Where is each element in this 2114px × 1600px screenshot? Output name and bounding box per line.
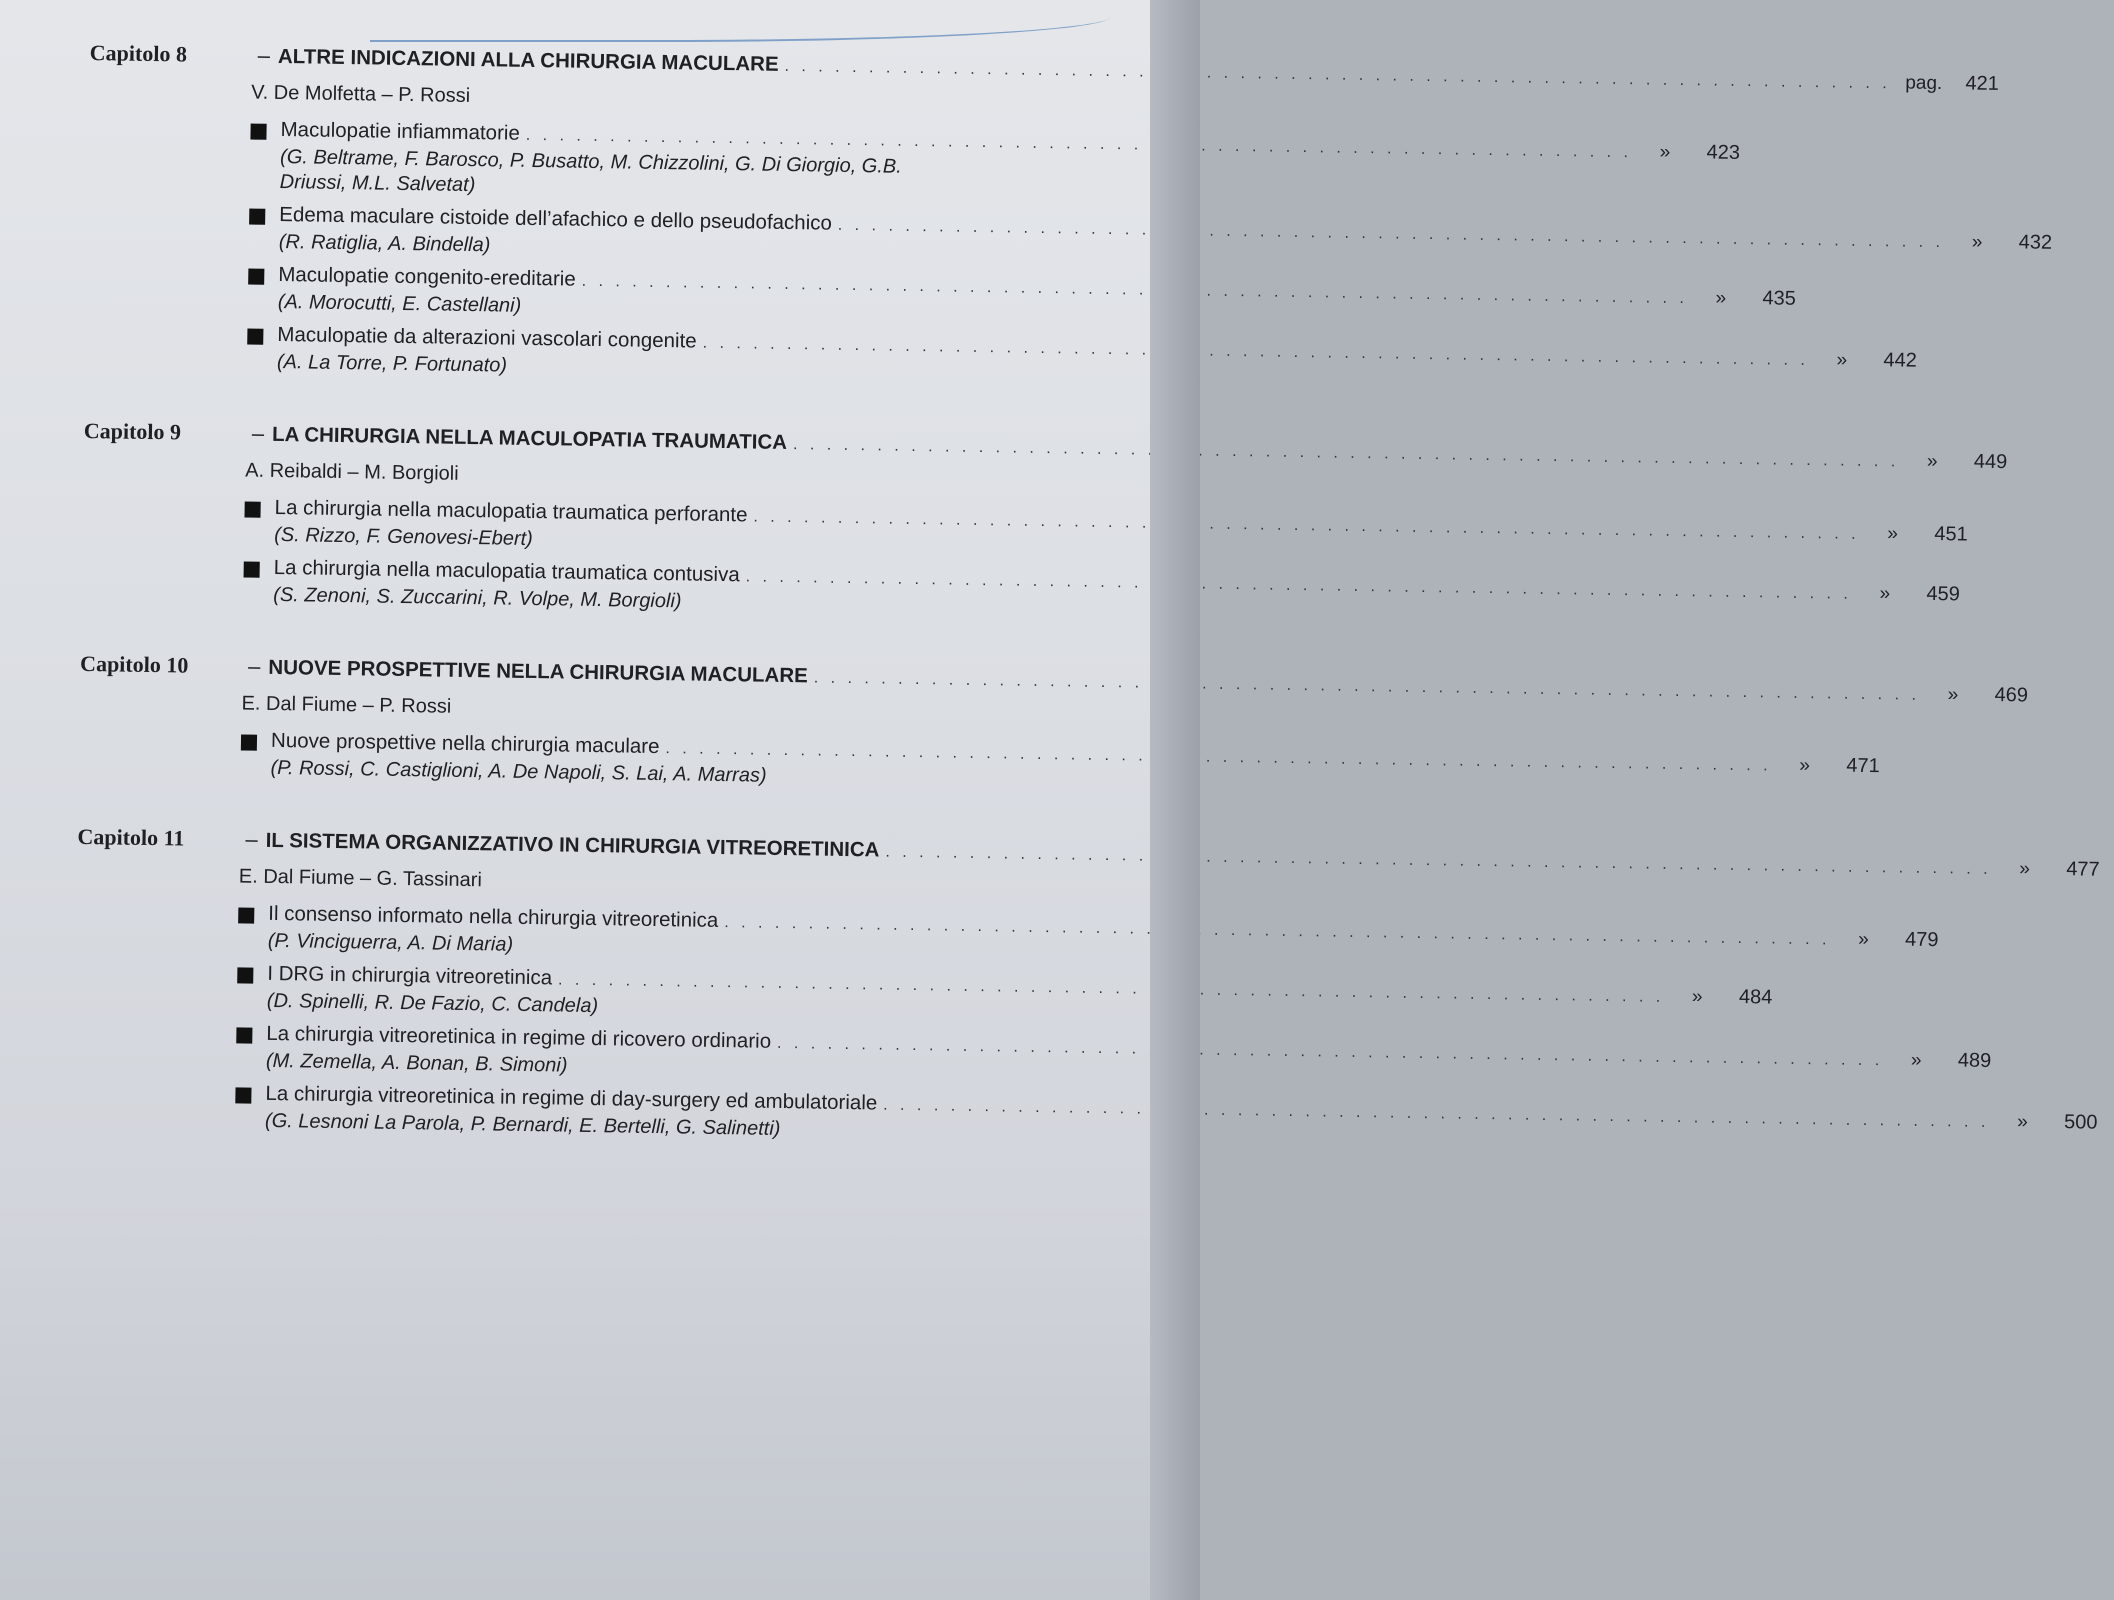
page-number: 459 — [1926, 582, 1961, 606]
page-mark: » — [1799, 754, 1811, 777]
chapter-authors: E. Dal Fiume – G. Tassinari — [238, 865, 483, 892]
page-edge-shadow — [1150, 0, 1200, 1600]
section-title: Maculopatie congenito-ereditarie — [278, 262, 576, 291]
chapter-label: Capitolo 10 — [79, 650, 189, 678]
page-number: 484 — [1738, 986, 1773, 1009]
page-mark: » — [1879, 583, 1891, 605]
page-number: 471 — [1846, 754, 1880, 778]
dash: – — [257, 42, 271, 68]
page-number: 479 — [1904, 928, 1939, 952]
section-entry — [235, 1079, 2098, 1147]
section-entry — [240, 726, 1880, 794]
page-number: 477 — [2066, 858, 2100, 881]
page-mark: » — [1858, 928, 1869, 951]
chapter-number: 9 — [169, 419, 182, 445]
dot-leader — [838, 212, 1945, 256]
page-mark: » — [1947, 684, 1959, 706]
page-mark: » — [1691, 986, 1703, 1008]
page-number: 451 — [1934, 523, 1968, 546]
section-title: La chirurgia vitreoretinica in regime di ricovero ordinario — [266, 1021, 772, 1053]
square-bullet-icon — [235, 1087, 251, 1103]
page-mark: » — [1926, 450, 1938, 473]
section-entry — [237, 959, 1773, 1027]
square-bullet-icon — [237, 967, 253, 983]
section-authors: (P. Vinciguerra, A. Di Maria) — [267, 929, 514, 956]
chapter-8 — [85, 38, 2053, 388]
section-entry — [243, 553, 1961, 621]
section-entry — [249, 201, 2053, 269]
chapter-11 — [73, 822, 2100, 1147]
section-authors: (G. Lesnoni La Parola, P. Bernardi, E. Bertelli, G. Salinetti) — [264, 1109, 781, 1140]
section-title: La chirurgia vitreoretinica in regime di day-surgery ed ambulatoriale — [265, 1081, 878, 1115]
page-number: 449 — [1973, 450, 2008, 474]
section-title: Il consenso informato nella chirurgia vitreoretinica — [268, 901, 719, 932]
section-title: Nuove prospettive nella chirurgia maculare — [270, 728, 660, 759]
section-authors: (R. Ratiglia, A. Bindella) — [278, 230, 491, 257]
page-mark: » — [1887, 523, 1899, 545]
page-number: 489 — [1957, 1049, 1992, 1072]
page-number: 442 — [1883, 349, 1918, 372]
page-number: 435 — [1762, 287, 1797, 310]
chapter-title: IL SISTEMA ORGANIZZATIVO IN CHIRURGIA VITREORETINICA — [265, 828, 880, 862]
section-authors: (M. Zemella, A. Bonan, B. Simoni) — [265, 1049, 568, 1077]
section-authors: (A. Morocutti, E. Castellani) — [277, 290, 522, 317]
chapter-number: 11 — [163, 825, 185, 851]
chapter-label: Capitolo 11 — [77, 823, 185, 851]
chapter-authors: V. De Molfetta – P. Rossi — [250, 81, 471, 107]
section-title: Edema maculare cistoide dell’afachico e dello pseudofachico — [279, 202, 833, 235]
section-authors: (S. Zenoni, S. Zuccarini, R. Volpe, M. Borgioli) — [273, 583, 682, 613]
chapter-number: 8 — [175, 41, 188, 67]
square-bullet-icon — [248, 269, 264, 285]
page-mark: » — [1910, 1049, 1922, 1071]
chapter-title: ALTRE INDICAZIONI ALLA CHIRURGIA MACULARE — [277, 44, 779, 76]
square-bullet-icon — [244, 501, 260, 517]
section-authors: (G. Beltrame, F. Barosco, P. Busatto, M. Chizzolini, G. Di Giorgio, G.B. Driussi, M.L. Salvetat) — [279, 146, 902, 197]
chapter-label: Capitolo 8 — [89, 39, 188, 67]
table-of-contents — [72, 38, 2100, 1191]
square-bullet-icon — [249, 209, 265, 225]
section-authors: (D. Spinelli, R. De Fazio, C. Candela) — [266, 989, 599, 1018]
section-authors: (S. Rizzo, F. Genovesi-Ebert) — [274, 523, 533, 551]
section-title: La chirurgia nella maculopatia traumatica contusiva — [273, 555, 740, 587]
section-title: Maculopatie da alterazioni vascolari congenite — [277, 322, 697, 353]
chapter-10 — [78, 649, 2029, 794]
chapter-authors: A. Reibaldi – M. Borgioli — [245, 459, 459, 485]
section-entry — [238, 899, 1939, 967]
square-bullet-icon — [238, 907, 254, 923]
section-title: La chirurgia nella maculopatia traumatica perforante — [274, 495, 748, 527]
square-bullet-icon — [236, 1027, 252, 1043]
page-mark: » — [1971, 231, 1983, 253]
dash: – — [247, 653, 261, 679]
chapter-authors: E. Dal Fiume – P. Rossi — [241, 692, 452, 718]
section-authors: (A. La Torre, P. Fortunato) — [276, 350, 508, 377]
section-entry — [248, 261, 1797, 329]
section-entry — [244, 493, 1968, 561]
chapter-number: 10 — [166, 652, 189, 678]
chapter-9 — [81, 416, 2008, 621]
page-mark: pag. — [1905, 72, 1943, 95]
section-authors: (P. Rossi, C. Castiglioni, A. De Napoli, S. Lai, A. Marras) — [270, 756, 767, 787]
top-rule — [370, 0, 1110, 42]
square-bullet-icon — [250, 124, 266, 140]
section-entry — [250, 116, 1741, 209]
square-bullet-icon — [241, 734, 257, 750]
page-mark: » — [2016, 1111, 2028, 1133]
page-mark: » — [1659, 141, 1671, 163]
section-title: Maculopatie infiammatorie — [280, 118, 521, 145]
chapter-title: LA CHIRURGIA NELLA MACULOPATIA TRAUMATICA — [271, 422, 788, 454]
square-bullet-icon — [244, 561, 260, 577]
square-bullet-icon — [247, 329, 263, 345]
page-mark: » — [1836, 349, 1848, 371]
page-mark: » — [2019, 858, 2031, 880]
section-title: I DRG in chirurgia vitreoretinica — [267, 961, 553, 990]
page-number: 423 — [1706, 141, 1741, 164]
dash: – — [245, 826, 258, 852]
section-entry — [247, 321, 1918, 389]
page-number: 469 — [1994, 683, 2029, 707]
dash: – — [251, 420, 265, 446]
page-number: 421 — [1965, 72, 1999, 95]
chapter-title: NUOVE PROSPETTIVE NELLA CHIRURGIA MACULARE — [268, 655, 808, 688]
section-entry — [236, 1019, 1992, 1087]
page-mark: » — [1715, 287, 1727, 309]
page-number: 500 — [2063, 1111, 2098, 1134]
page-number: 432 — [2018, 231, 2053, 254]
chapter-label: Capitolo 9 — [83, 417, 182, 445]
